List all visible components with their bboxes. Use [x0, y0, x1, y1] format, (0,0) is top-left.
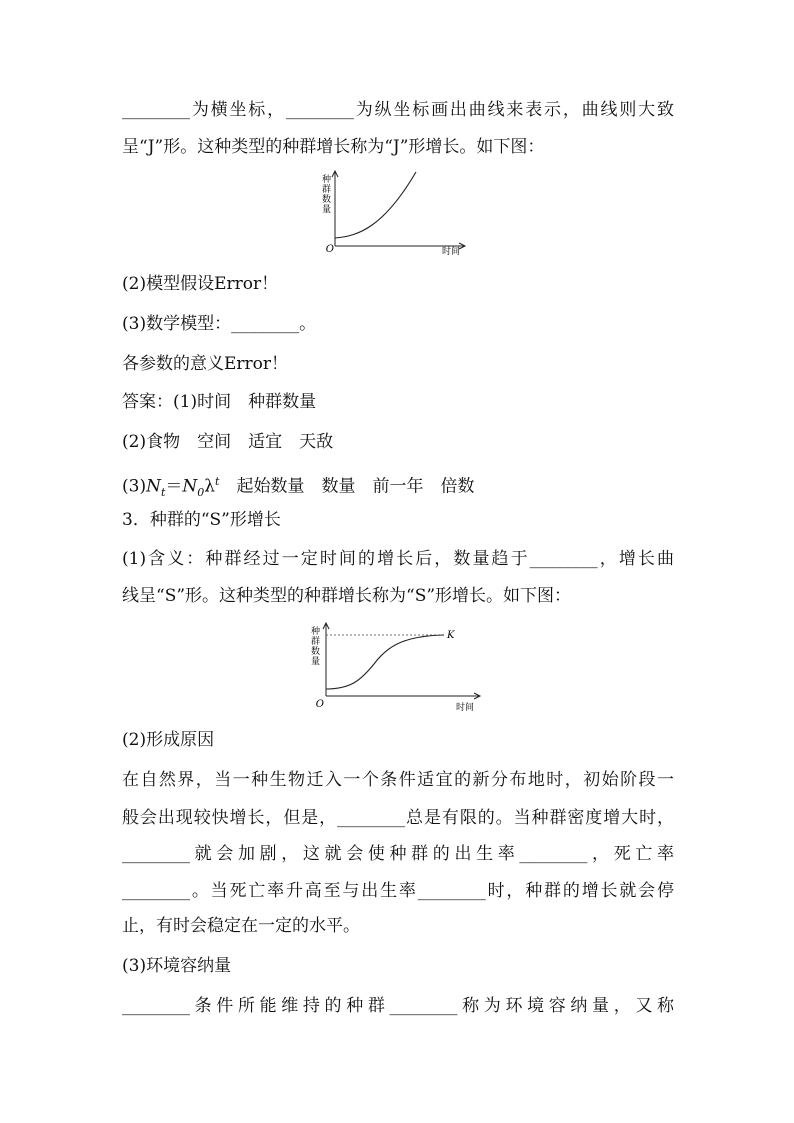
- y-label-3: 数: [311, 647, 321, 657]
- origin-label: O: [315, 699, 324, 710]
- y-label-4: 量: [322, 205, 332, 215]
- text-line-16: ________。当死亡率升高至与出生率________时，种群的增长就会停: [122, 881, 674, 901]
- text-line-17: 止，有时会稳定在一定的水平。: [122, 916, 360, 936]
- text-line-5: 各参数的意义Error！: [122, 354, 289, 374]
- y-label-2: 群: [322, 185, 332, 195]
- k-label: K: [447, 630, 455, 641]
- text-line-12: (2)形成原因: [122, 730, 215, 750]
- text-line-10: (1)含义：种群经过一定时间的增长后，数量趋于________，增长曲: [122, 549, 674, 569]
- s-curve-figure: [306, 620, 484, 714]
- text-line-18: (3)环境容纳量: [122, 956, 232, 976]
- text-line-2: 呈“J”形。这种类型的种群增长称为“J”形增长。如下图：: [122, 137, 545, 157]
- x-label: 时间: [442, 247, 461, 256]
- text-line-4: (3)数学模型：________。: [122, 314, 317, 334]
- text-line-14: 般会出现较快增长，但是，________总是有限的。当种群密度增大时，: [122, 808, 674, 828]
- j-curve-figure: [318, 168, 470, 256]
- text-line-19: ________条件所能维持的种群________称为环境容纳量，又称: [122, 996, 674, 1016]
- formula-n: N: [146, 476, 161, 497]
- y-label-1: 种: [311, 627, 321, 637]
- text-line-8: [122, 470, 674, 505]
- x-label: 时间: [456, 703, 475, 713]
- formula-answers: 起始数量 数量 前一年 倍数: [219, 476, 475, 497]
- section-heading-s-growth: 3．种群的“S”形增长: [122, 510, 281, 530]
- formula-exponent: t: [215, 475, 220, 488]
- origin-label: O: [325, 244, 334, 255]
- formula-n0: N: [182, 476, 198, 497]
- text-line-1: ________为横坐标，________为纵坐标画出曲线来表示，曲线则大致: [122, 100, 674, 120]
- j-curve: [335, 172, 416, 238]
- y-label-2: 群: [311, 637, 321, 647]
- text-line-3: (2)模型假设Error！: [122, 274, 279, 294]
- y-label-3: 数: [322, 195, 332, 205]
- s-curve: [326, 635, 444, 689]
- y-label-4: 量: [311, 657, 321, 667]
- formula-prefix: (3): [122, 476, 147, 497]
- text-line-11: 线呈“S”形。这种类型的种群增长称为“S”形增长。如下图：: [122, 586, 572, 606]
- formula-n-sub: t: [160, 486, 166, 500]
- y-label-1: 种: [322, 175, 332, 185]
- formula-n0-sub: 0: [197, 486, 205, 500]
- text-line-7: (2)食物 空间 适宜 天敌: [122, 432, 334, 452]
- text-line-13: 在自然界，当一种生物迁入一个条件适宜的新分布地时，初始阶段一: [122, 770, 674, 790]
- formula-equals: ＝: [165, 476, 183, 497]
- text-line-6: 答案：(1)时间 种群数量: [122, 392, 317, 412]
- text-line-15: ________就会加剧，这就会使种群的出生率________，死亡率: [122, 844, 674, 864]
- formula-lambda: λ: [204, 476, 216, 497]
